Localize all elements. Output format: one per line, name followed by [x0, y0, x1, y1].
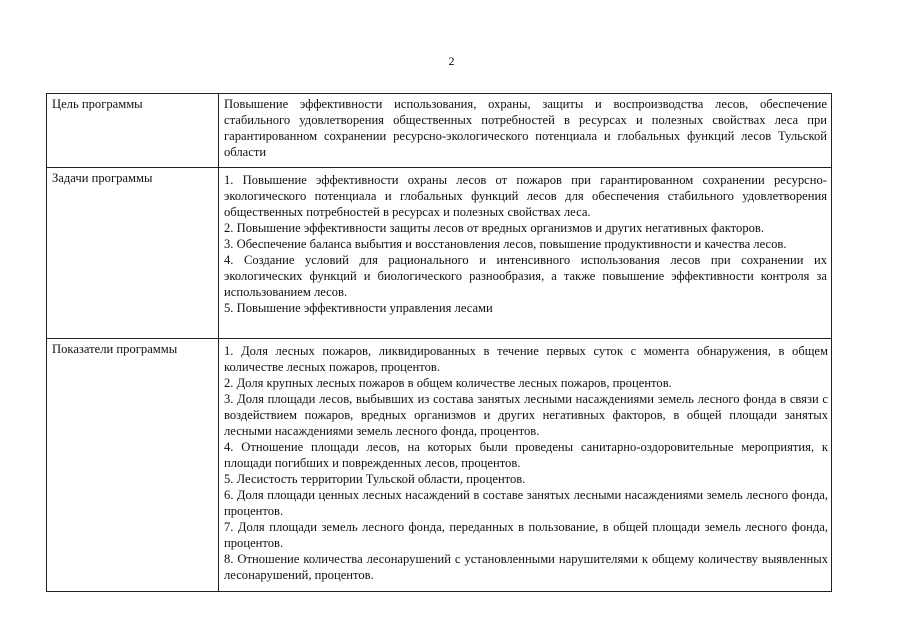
paragraph: 1. Повышение эффективности охраны лесов от пожаров при гарантированном сохранении ресурсно-экологического потенциала и глобальных функций лесов для обеспечения стабильного удовлетворения общественных потребностей в ресурсах и полезных свойствах леса. — [224, 173, 827, 219]
table-row-goal — [47, 94, 832, 168]
paragraph: 7. Доля площади земель лесного фонда, переданных в пользование, в общей площади земель лесного фонда, процентов. — [224, 520, 828, 550]
paragraph: 6. Доля площади ценных лесных насаждений в составе занятых лесными насаждениями земель лесного фонда, процентов. — [224, 488, 828, 518]
row-label: Задачи программы — [47, 168, 219, 339]
paragraph: 4. Создание условий для рационального и интенсивного использования лесов при сохранении их экологических функций и биологического разнообразия, а также повышение эффективности контроля за использованием лесов. — [224, 253, 827, 299]
paragraph: 2. Повышение эффективности защиты лесов от вредных организмов и других негативных факторов. — [224, 221, 765, 235]
paragraph: 5. Лесистость территории Тульской области, процентов. — [224, 472, 526, 486]
paragraph: 3. Обеспечение баланса выбытия и восстановления лесов, повышение продуктивности и качества лесов. — [224, 237, 787, 251]
row-content — [219, 339, 832, 592]
paragraph: 4. Отношение площади лесов, на которых были проведены санитарно-оздоровительные мероприятия, к площади погибших и поврежденных лесов, процентов. — [224, 440, 828, 470]
paragraph: 3. Доля площади лесов, выбывших из состава занятых лесными насаждениями земель лесного фонда в связи с воздействием пожаров, вредных организмов и других негативных факторов, в общей площади занятых лесными насаждениями земель лесного фонда, процентов. — [224, 392, 828, 438]
paragraph: 5. Повышение эффективности управления лесами — [224, 301, 493, 315]
row-label: Показатели программы — [47, 339, 219, 592]
paragraph: 1. Доля лесных пожаров, ликвидированных в течение первых суток с момента обнаружения, в общем количестве лесных пожаров, процентов. — [224, 344, 828, 374]
table-row-indicators — [47, 339, 832, 592]
paragraph: Повышение эффективности использования, охраны, защиты и воспроизводства лесов, обеспечение стабильного удовлетворения общественных потребностей в ресурсах и полезных свойствах леса при гарантированном сохранении ресурсно-экологического потенциала и глобальных функций лесов Тульской области — [224, 97, 827, 159]
paragraph: 2. Доля крупных лесных пожаров в общем количестве лесных пожаров, процентов. — [224, 376, 672, 390]
table-row-tasks — [47, 168, 832, 339]
row-label: Цель программы — [47, 94, 219, 168]
program-passport-table — [46, 93, 832, 592]
paragraph: 8. Отношение количества лесонарушений с установленными нарушителями к общему количеству выявленных лесонарушений, процентов. — [224, 552, 828, 582]
page-number: 2 — [448, 54, 455, 68]
row-content — [219, 94, 832, 168]
row-content — [219, 168, 832, 339]
